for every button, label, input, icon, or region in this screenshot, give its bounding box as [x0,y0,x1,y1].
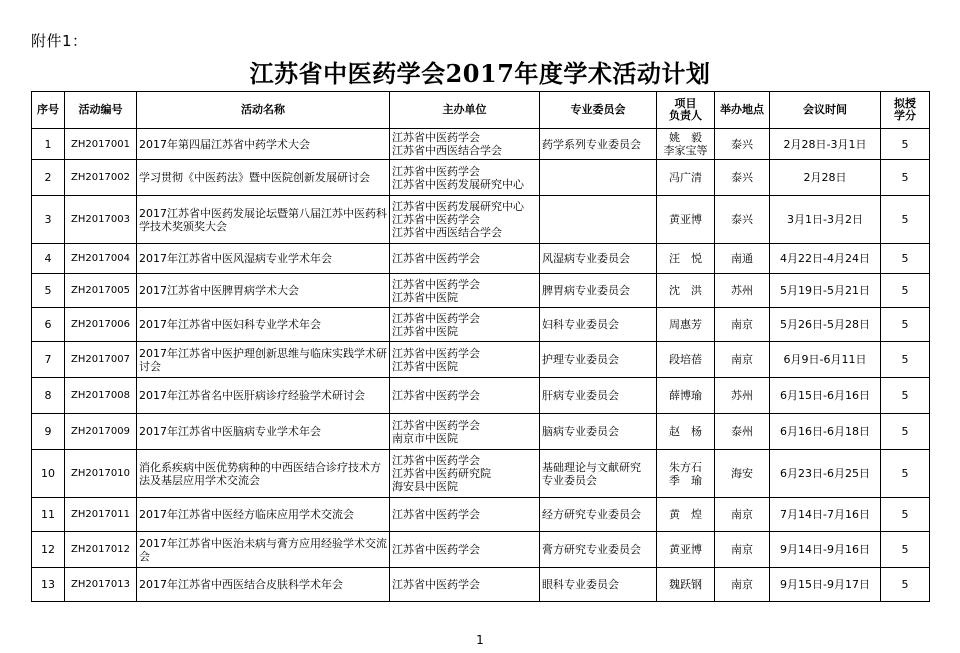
cell-leader: 黄亚博 [657,532,715,568]
cell-activity-name: 2017年江苏省中医护理创新思维与临床实践学术研讨会 [137,342,390,378]
cell-credits: 5 [881,450,930,498]
cell-seq: 9 [32,414,65,450]
cell-seq: 4 [32,244,65,274]
cell-host: 江苏省中医药学会 江苏省中医院 [390,342,540,378]
cell-activity-name: 2017年江苏省名中医肝病诊疗经验学术研讨会 [137,378,390,414]
cell-committee: 基础理论与文献研究 专业委员会 [540,450,657,498]
cell-time: 6月23日-6月25日 [770,450,881,498]
cell-code: ZH2017012 [65,532,137,568]
cell-activity-name: 2017年第四届江苏省中药学术大会 [137,129,390,160]
cell-code: ZH2017003 [65,196,137,244]
cell-place: 南通 [715,244,770,274]
cell-seq: 10 [32,450,65,498]
cell-committee: 肝病专业委员会 [540,378,657,414]
cell-activity-name: 消化系疾病中医优势病种的中西医结合诊疗技术方法及基层应用学术交流会 [137,450,390,498]
table-row [32,498,930,532]
cell-activity-name: 2017年江苏省中西医结合皮肤科学术年会 [137,568,390,602]
cell-activity-name: 2017年江苏省中医妇科专业学术年会 [137,308,390,342]
cell-place: 南京 [715,532,770,568]
cell-committee: 眼科专业委员会 [540,568,657,602]
cell-credits: 5 [881,378,930,414]
cell-committee: 脑病专业委员会 [540,414,657,450]
header-leader: 项目 负责人 [657,92,715,129]
cell-host: 江苏省中医药学会 南京市中医院 [390,414,540,450]
cell-seq: 12 [32,532,65,568]
cell-code: ZH2017004 [65,244,137,274]
cell-place: 南京 [715,498,770,532]
cell-seq: 3 [32,196,65,244]
cell-seq: 1 [32,129,65,160]
cell-committee: 风湿病专业委员会 [540,244,657,274]
cell-leader: 魏跃钢 [657,568,715,602]
cell-host: 江苏省中医药学会 江苏省中医院 [390,308,540,342]
cell-host: 江苏省中医药学会 [390,244,540,274]
cell-credits: 5 [881,342,930,378]
cell-code: ZH2017002 [65,160,137,196]
cell-leader: 沈 洪 [657,274,715,308]
cell-committee: 妇科专业委员会 [540,308,657,342]
cell-committee [540,160,657,196]
table-row [32,244,930,274]
cell-place: 海安 [715,450,770,498]
activity-plan-table [31,91,930,602]
table-row [32,532,930,568]
cell-credits: 5 [881,196,930,244]
cell-time: 9月14日-9月16日 [770,532,881,568]
cell-activity-name: 2017年江苏省中医风湿病专业学术年会 [137,244,390,274]
cell-credits: 5 [881,414,930,450]
cell-place: 泰兴 [715,196,770,244]
cell-host: 江苏省中医药学会 [390,568,540,602]
header-host: 主办单位 [390,92,540,129]
cell-code: ZH2017010 [65,450,137,498]
header-committee: 专业委员会 [540,92,657,129]
cell-host: 江苏省中医药学会 [390,378,540,414]
cell-seq: 2 [32,160,65,196]
cell-place: 南京 [715,308,770,342]
cell-time: 6月15日-6月16日 [770,378,881,414]
cell-leader: 冯广清 [657,160,715,196]
header-name: 活动名称 [137,92,390,129]
cell-time: 3月1日-3月2日 [770,196,881,244]
cell-place: 泰州 [715,414,770,450]
table-row [32,450,930,498]
cell-credits: 5 [881,244,930,274]
cell-credits: 5 [881,568,930,602]
header-seq: 序号 [32,92,65,129]
cell-code: ZH2017007 [65,342,137,378]
cell-code: ZH2017009 [65,414,137,450]
cell-seq: 11 [32,498,65,532]
cell-leader: 段培蓓 [657,342,715,378]
header-credits: 拟授 学分 [881,92,930,129]
cell-host: 江苏省中医药学会 [390,532,540,568]
cell-seq: 13 [32,568,65,602]
cell-code: ZH2017013 [65,568,137,602]
header-code: 活动编号 [65,92,137,129]
cell-time: 9月15日-9月17日 [770,568,881,602]
cell-time: 4月22日-4月24日 [770,244,881,274]
table-row [32,342,930,378]
cell-time: 6月16日-6月18日 [770,414,881,450]
table-row [32,414,930,450]
cell-activity-name: 2017年江苏省中医治未病与膏方应用经验学术交流会 [137,532,390,568]
cell-credits: 5 [881,532,930,568]
table-row [32,160,930,196]
cell-host: 江苏省中医药学会 江苏省中西医结合学会 [390,129,540,160]
table-row [32,378,930,414]
cell-activity-name: 2017年江苏省中医脑病专业学术年会 [137,414,390,450]
table-row [32,308,930,342]
attachment-label: 附件1： [31,32,88,50]
cell-seq: 6 [32,308,65,342]
cell-activity-name: 学习贯彻《中医药法》暨中医院创新发展研讨会 [137,160,390,196]
cell-leader: 朱方石 季 瑜 [657,450,715,498]
cell-time: 6月9日-6月11日 [770,342,881,378]
cell-place: 泰兴 [715,160,770,196]
cell-leader: 黄亚博 [657,196,715,244]
table-header-row [32,92,930,129]
table-row [32,196,930,244]
cell-host: 江苏省中医药学会 江苏省中医药发展研究中心 [390,160,540,196]
cell-activity-name: 2017江苏省中医脾胃病学术大会 [137,274,390,308]
cell-seq: 7 [32,342,65,378]
cell-host: 江苏省中医药学会 [390,498,540,532]
cell-committee: 护理专业委员会 [540,342,657,378]
cell-leader: 薛博瑜 [657,378,715,414]
cell-activity-name: 2017年江苏省中医经方临床应用学术交流会 [137,498,390,532]
cell-credits: 5 [881,498,930,532]
cell-code: ZH2017005 [65,274,137,308]
cell-leader: 姚 毅 李家宝等 [657,129,715,160]
cell-committee: 脾胃病专业委员会 [540,274,657,308]
cell-seq: 5 [32,274,65,308]
header-time: 会议时间 [770,92,881,129]
cell-credits: 5 [881,274,930,308]
cell-host: 江苏省中医药学会 江苏省中医院 [390,274,540,308]
cell-time: 7月14日-7月16日 [770,498,881,532]
cell-place: 苏州 [715,274,770,308]
cell-code: ZH2017006 [65,308,137,342]
table-row [32,274,930,308]
cell-credits: 5 [881,129,930,160]
cell-credits: 5 [881,308,930,342]
cell-time: 5月19日-5月21日 [770,274,881,308]
table-row [32,568,930,602]
page-number: 1 [476,633,484,647]
cell-leader: 赵 杨 [657,414,715,450]
cell-place: 南京 [715,568,770,602]
cell-code: ZH2017008 [65,378,137,414]
table-row [32,129,930,160]
cell-credits: 5 [881,160,930,196]
header-place: 举办地点 [715,92,770,129]
cell-leader: 周惠芳 [657,308,715,342]
cell-time: 2月28日 [770,160,881,196]
cell-place: 泰兴 [715,129,770,160]
cell-activity-name: 2017江苏省中医药发展论坛暨第八届江苏中医药科学技术奖颁奖大会 [137,196,390,244]
cell-committee: 药学系列专业委员会 [540,129,657,160]
cell-time: 2月28日-3月1日 [770,129,881,160]
cell-committee: 经方研究专业委员会 [540,498,657,532]
cell-committee: 膏方研究专业委员会 [540,532,657,568]
cell-leader: 汪 悦 [657,244,715,274]
cell-code: ZH2017011 [65,498,137,532]
cell-time: 5月26日-5月28日 [770,308,881,342]
cell-place: 苏州 [715,378,770,414]
cell-host: 江苏省中医药学会 江苏省中医药研究院 海安县中医院 [390,450,540,498]
cell-leader: 黄 煌 [657,498,715,532]
cell-host: 江苏省中医药发展研究中心 江苏省中医药学会 江苏省中西医结合学会 [390,196,540,244]
cell-code: ZH2017001 [65,129,137,160]
cell-place: 南京 [715,342,770,378]
cell-seq: 8 [32,378,65,414]
cell-committee [540,196,657,244]
document-title: 江苏省中医药学会2017年度学术活动计划 [249,59,711,88]
